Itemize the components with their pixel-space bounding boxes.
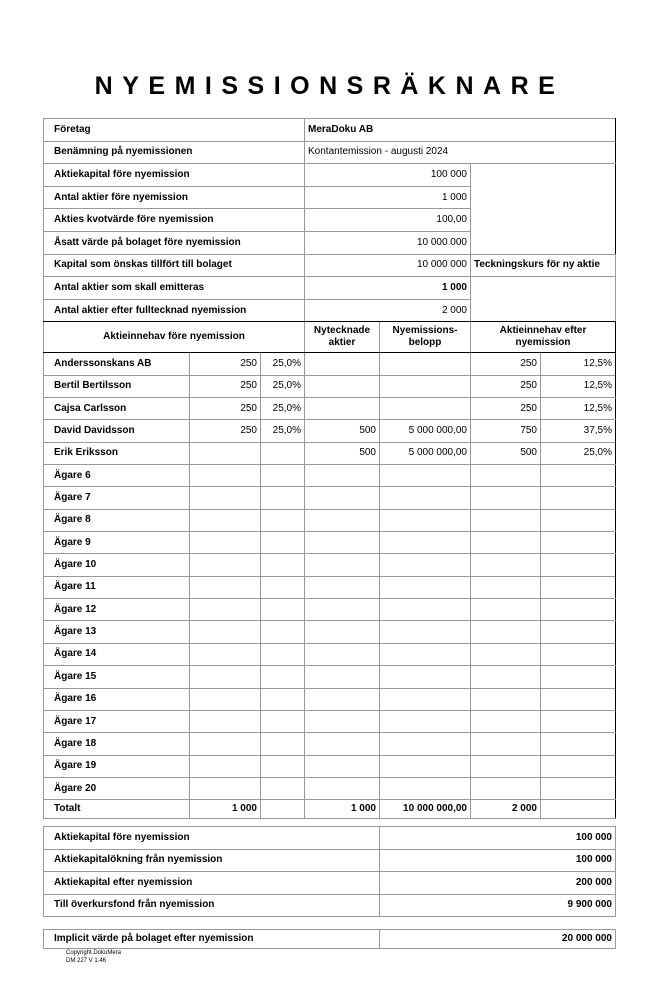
shares-before-cell[interactable]: 250 <box>190 398 261 420</box>
owner-name[interactable]: Ägare 14 <box>44 643 190 665</box>
totals-label: Totalt <box>44 800 190 819</box>
percent-before-cell: 25,0% <box>261 398 305 420</box>
percent-after-cell: 37,5% <box>541 420 616 442</box>
shares-before-cell[interactable] <box>190 710 261 732</box>
param-value: 100,00 <box>305 209 471 232</box>
owner-name[interactable]: Ägare 11 <box>44 576 190 598</box>
param-label: Antal aktier före nyemission <box>44 186 305 209</box>
owner-row <box>44 576 616 598</box>
summary-label: Aktiekapital före nyemission <box>44 827 380 850</box>
shares-before-cell[interactable] <box>190 733 261 755</box>
owner-name[interactable]: Ägare 13 <box>44 621 190 643</box>
percent-before-cell: 25,0% <box>261 420 305 442</box>
owner-name[interactable]: Ägare 7 <box>44 487 190 509</box>
owner-name[interactable]: Ägare 19 <box>44 755 190 777</box>
empty-cell <box>471 277 616 300</box>
shares-after-cell: 250 <box>471 398 541 420</box>
capital-label: Kapital som önskas tillfört till bolaget <box>44 254 305 277</box>
shares-before-cell[interactable] <box>190 666 261 688</box>
shares-before-cell[interactable]: 250 <box>190 420 261 442</box>
param-row <box>44 209 616 232</box>
new-shares-cell[interactable] <box>305 509 380 531</box>
param-label: Åsatt värde på bolaget före nyemission <box>44 231 305 254</box>
param-row <box>44 164 616 187</box>
owner-row <box>44 755 616 777</box>
percent-before-cell <box>261 621 305 643</box>
owner-row <box>44 688 616 710</box>
summary-row <box>44 827 616 850</box>
implicit-value-row <box>44 930 616 949</box>
owner-name[interactable]: David Davidsson <box>44 420 190 442</box>
page-title: NYEMISSIONSRÄKNARE <box>94 72 565 100</box>
issue-amount-cell <box>380 554 471 576</box>
percent-before-cell <box>261 576 305 598</box>
issue-amount-cell <box>380 755 471 777</box>
shares-after-cell: 250 <box>471 353 541 375</box>
shares-after-cell <box>471 755 541 777</box>
shares-to-issue-label: Antal aktier som skall emitteras <box>44 277 305 300</box>
percent-before-cell <box>261 755 305 777</box>
issue-amount-cell <box>380 509 471 531</box>
new-shares-cell[interactable] <box>305 710 380 732</box>
issue-amount-cell: 5 000 000,00 <box>380 420 471 442</box>
owner-name[interactable]: Ägare 18 <box>44 733 190 755</box>
shares-before-cell[interactable] <box>190 643 261 665</box>
percent-before-cell <box>261 442 305 464</box>
summary-row <box>44 894 616 917</box>
percent-after-cell <box>541 576 616 598</box>
empty-cell <box>471 186 616 209</box>
owner-row <box>44 666 616 688</box>
param-label: Aktiekapital före nyemission <box>44 164 305 187</box>
owner-name[interactable]: Ägare 6 <box>44 465 190 487</box>
param-value[interactable]: 100 000 <box>305 164 471 187</box>
param-label: Akties kvotvärde före nyemission <box>44 209 305 232</box>
shares-after-cell: 500 <box>471 442 541 464</box>
issue-amount-cell <box>380 666 471 688</box>
param-value[interactable]: 10 000 000 <box>305 231 471 254</box>
summary-label: Till överkursfond från nyemission <box>44 894 380 917</box>
percent-before-cell <box>261 710 305 732</box>
issue-amount-cell <box>380 688 471 710</box>
owner-row <box>44 375 616 397</box>
owner-name[interactable]: Ägare 20 <box>44 777 190 799</box>
shares-before-cell[interactable] <box>190 509 261 531</box>
issue-amount-cell <box>380 643 471 665</box>
issue-amount-cell <box>380 710 471 732</box>
percent-before-cell <box>261 509 305 531</box>
owner-name[interactable]: Ägare 15 <box>44 666 190 688</box>
owner-name[interactable]: Erik Eriksson <box>44 442 190 464</box>
shares-to-issue-value: 1 000 <box>305 277 471 300</box>
issue-amount-cell <box>380 465 471 487</box>
shares-after-cell <box>471 710 541 732</box>
implicit-value-label: Implicit värde på bolaget efter nyemission <box>44 930 380 949</box>
total-new-shares: 1 000 <box>305 800 380 819</box>
percent-after-cell <box>541 621 616 643</box>
percent-before-cell: 25,0% <box>261 375 305 397</box>
percent-after-cell: 25,0% <box>541 442 616 464</box>
empty-cell <box>261 800 305 819</box>
shares-before-cell[interactable] <box>190 777 261 799</box>
param-row <box>44 186 616 209</box>
issue-name-value[interactable]: Kontantemission - augusti 2024 <box>305 141 616 164</box>
issue-amount-cell <box>380 487 471 509</box>
percent-before-cell <box>261 554 305 576</box>
issue-amount-cell <box>380 621 471 643</box>
capital-row <box>44 254 616 277</box>
owner-row <box>44 487 616 509</box>
percent-after-cell <box>541 777 616 799</box>
empty-cell <box>471 209 616 232</box>
issue-amount-cell <box>380 398 471 420</box>
issue-amount-cell <box>380 353 471 375</box>
owner-row <box>44 710 616 732</box>
subscription-price-label: Teckningskurs för ny aktie <box>471 254 616 277</box>
percent-before-cell <box>261 532 305 554</box>
implicit-value-value: 20 000 000 <box>380 930 616 949</box>
shares-after-cell: 250 <box>471 375 541 397</box>
total-issue-amount: 10 000 000,00 <box>380 800 471 819</box>
new-shares-cell[interactable] <box>305 777 380 799</box>
issue-calculator-table <box>43 118 616 819</box>
new-shares-cell[interactable] <box>305 666 380 688</box>
summary-row <box>44 872 616 895</box>
version-text: DM 227 V 1.46 <box>66 958 107 964</box>
percent-before-cell <box>261 465 305 487</box>
owner-name[interactable]: Anderssonskans AB <box>44 353 190 375</box>
shares-after-cell <box>471 733 541 755</box>
shares-before-cell[interactable] <box>190 465 261 487</box>
shares-before-cell[interactable] <box>190 532 261 554</box>
owner-row <box>44 353 616 375</box>
new-shares-cell[interactable] <box>305 755 380 777</box>
header-holdings-after: Aktieinnehav efter nyemission <box>471 322 616 353</box>
percent-after-cell <box>541 688 616 710</box>
shares-before-cell[interactable]: 250 <box>190 375 261 397</box>
shares-after-cell <box>471 576 541 598</box>
new-shares-cell[interactable] <box>305 554 380 576</box>
owner-row <box>44 420 616 442</box>
issue-amount-cell <box>380 733 471 755</box>
empty-cell <box>541 800 616 819</box>
shares-after-cell <box>471 599 541 621</box>
owner-name[interactable]: Cajsa Carlsson <box>44 398 190 420</box>
summary-value: 100 000 <box>380 849 616 872</box>
new-shares-cell[interactable] <box>305 688 380 710</box>
summary-label: Aktiekapitalökning från nyemission <box>44 849 380 872</box>
new-shares-cell[interactable]: 500 <box>305 420 380 442</box>
percent-before-cell <box>261 599 305 621</box>
shares-after-cell: 750 <box>471 420 541 442</box>
owner-name[interactable]: Ägare 8 <box>44 509 190 531</box>
issue-name-row <box>44 141 616 164</box>
issue-amount-cell <box>380 375 471 397</box>
new-shares-cell[interactable] <box>305 353 380 375</box>
header-issue-amount: Nyemissions-belopp <box>380 322 471 353</box>
percent-before-cell <box>261 777 305 799</box>
owner-name[interactable]: Ägare 17 <box>44 710 190 732</box>
shares-after-cell <box>471 509 541 531</box>
issue-amount-cell <box>380 777 471 799</box>
shares-after-cell <box>471 688 541 710</box>
total-shares-after: 2 000 <box>471 800 541 819</box>
percent-after-cell <box>541 643 616 665</box>
new-shares-cell[interactable] <box>305 733 380 755</box>
percent-after-cell <box>541 465 616 487</box>
shares-before-cell[interactable] <box>190 576 261 598</box>
owner-row <box>44 777 616 799</box>
header-new-shares: Nytecknade aktier <box>305 322 380 353</box>
copyright-text: Copyright DokuMera <box>66 950 122 956</box>
percent-after-cell <box>541 666 616 688</box>
percent-after-cell <box>541 509 616 531</box>
owner-row <box>44 398 616 420</box>
new-shares-cell[interactable] <box>305 487 380 509</box>
implicit-value-table <box>43 929 616 949</box>
new-shares-cell[interactable] <box>305 576 380 598</box>
empty-cell <box>471 164 616 187</box>
shares-after-cell <box>471 487 541 509</box>
percent-before-cell <box>261 487 305 509</box>
owner-name[interactable]: Ägare 16 <box>44 688 190 710</box>
summary-row <box>44 849 616 872</box>
empty-cell <box>471 299 616 322</box>
totals-row <box>44 800 616 819</box>
shares-before-cell[interactable] <box>190 755 261 777</box>
holdings-header-row <box>44 322 616 353</box>
percent-after-cell <box>541 532 616 554</box>
shares-after-cell <box>471 777 541 799</box>
issue-amount-cell <box>380 599 471 621</box>
company-value[interactable]: MeraDoku AB <box>305 119 616 142</box>
percent-before-cell <box>261 643 305 665</box>
new-shares-cell[interactable] <box>305 621 380 643</box>
shares-after-cell <box>471 465 541 487</box>
owner-row <box>44 442 616 464</box>
new-shares-cell[interactable] <box>305 398 380 420</box>
shares-after-row <box>44 299 616 322</box>
percent-after-cell: 12,5% <box>541 398 616 420</box>
owner-row <box>44 509 616 531</box>
issue-amount-cell <box>380 532 471 554</box>
param-row <box>44 231 616 254</box>
owner-name[interactable]: Ägare 9 <box>44 532 190 554</box>
percent-after-cell <box>541 487 616 509</box>
percent-after-cell <box>541 599 616 621</box>
shares-before-cell[interactable] <box>190 554 261 576</box>
issue-amount-cell <box>380 576 471 598</box>
owner-name[interactable]: Ägare 10 <box>44 554 190 576</box>
shares-after-label: Antal aktier efter fulltecknad nyemission <box>44 299 305 322</box>
percent-after-cell: 12,5% <box>541 353 616 375</box>
percent-after-cell <box>541 710 616 732</box>
shares-after-cell <box>471 621 541 643</box>
percent-after-cell: 12,5% <box>541 375 616 397</box>
owner-row <box>44 465 616 487</box>
percent-after-cell <box>541 755 616 777</box>
shares-after-cell <box>471 554 541 576</box>
owner-row <box>44 643 616 665</box>
percent-after-cell <box>541 554 616 576</box>
owner-name[interactable]: Ägare 12 <box>44 599 190 621</box>
shares-to-issue-row <box>44 277 616 300</box>
summary-value: 9 900 000 <box>380 894 616 917</box>
percent-before-cell <box>261 733 305 755</box>
shares-after-cell <box>471 666 541 688</box>
empty-cell <box>471 231 616 254</box>
summary-table <box>43 826 616 917</box>
company-row <box>44 119 616 142</box>
total-shares-before: 1 000 <box>190 800 261 819</box>
shares-before-cell[interactable] <box>190 487 261 509</box>
summary-value: 100 000 <box>380 827 616 850</box>
company-label: Företag <box>44 119 305 142</box>
percent-after-cell <box>541 733 616 755</box>
owner-row <box>44 599 616 621</box>
owner-row <box>44 733 616 755</box>
new-shares-cell[interactable] <box>305 532 380 554</box>
summary-label: Aktiekapital efter nyemission <box>44 872 380 895</box>
shares-before-cell[interactable]: 250 <box>190 353 261 375</box>
shares-before-cell[interactable] <box>190 442 261 464</box>
percent-before-cell <box>261 666 305 688</box>
owner-row <box>44 554 616 576</box>
summary-value: 200 000 <box>380 872 616 895</box>
new-shares-cell[interactable] <box>305 599 380 621</box>
owner-row <box>44 621 616 643</box>
owner-row <box>44 532 616 554</box>
shares-before-cell[interactable] <box>190 599 261 621</box>
header-holdings-before: Aktieinnehav före nyemission <box>44 322 305 353</box>
capital-value[interactable]: 10 000 000 <box>305 254 471 277</box>
shares-after-value: 2 000 <box>305 299 471 322</box>
new-shares-cell[interactable] <box>305 375 380 397</box>
new-shares-cell[interactable] <box>305 465 380 487</box>
percent-before-cell <box>261 688 305 710</box>
shares-before-cell[interactable] <box>190 621 261 643</box>
new-shares-cell[interactable] <box>305 643 380 665</box>
shares-before-cell[interactable] <box>190 688 261 710</box>
issue-name-label: Benämning på nyemissionen <box>44 141 305 164</box>
new-shares-cell[interactable]: 500 <box>305 442 380 464</box>
issue-amount-cell: 5 000 000,00 <box>380 442 471 464</box>
shares-after-cell <box>471 532 541 554</box>
percent-before-cell: 25,0% <box>261 353 305 375</box>
owner-name[interactable]: Bertil Bertilsson <box>44 375 190 397</box>
param-value[interactable]: 1 000 <box>305 186 471 209</box>
shares-after-cell <box>471 643 541 665</box>
